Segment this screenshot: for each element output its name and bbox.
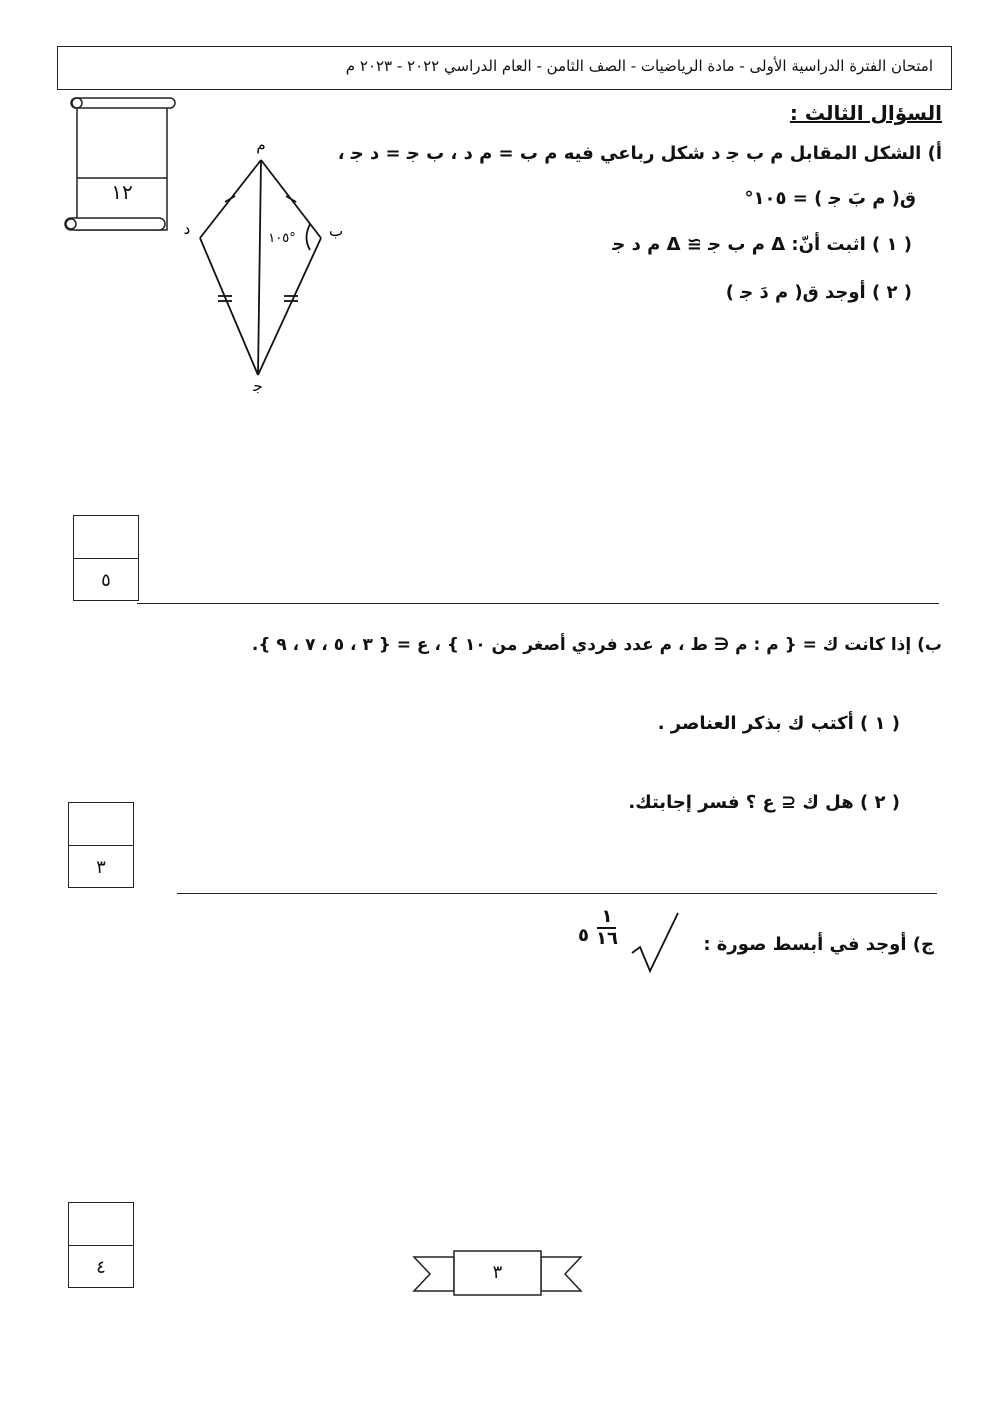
kite-figure	[170, 130, 360, 395]
score-a-value: ٥	[74, 558, 138, 601]
vertex-b-label: ب	[328, 222, 344, 240]
part-a-line3: ( ١ ) اثبت أنّ: Δ ﻡ ب ﺟ ≅ Δ ﻡ د ﺟ	[612, 234, 912, 255]
page-number: ٣	[492, 1262, 503, 1283]
vertex-a-label: ﻡ	[256, 136, 266, 154]
score-box-c	[68, 1202, 134, 1288]
fraction-numerator: ١	[597, 907, 616, 929]
scroll-score-frame	[55, 94, 185, 239]
part-c-label: ج) أوجد في أبسط صورة :	[703, 934, 934, 955]
radical-sign-icon	[630, 903, 688, 975]
part-a-line2: ﻕ( ﻡ بَ ﺟ ) = ١٠٥°	[744, 188, 916, 209]
score-c-value: ٤	[69, 1245, 133, 1288]
divider-a	[137, 603, 939, 604]
exam-header-title: امتحان الفترة الدراسية الأولى - مادة الرياضيات - الصف الثامن - العام الدراسي ٢٠٢٢ - ٢٠٢٣ م	[345, 57, 933, 75]
angle-label: ١٠٥°	[268, 231, 296, 246]
score-main: ١٢	[111, 180, 133, 204]
fraction-denominator: ١٦	[596, 927, 618, 949]
radical-expression	[578, 903, 688, 975]
exam-header	[57, 46, 952, 90]
part-b-line1: ب) إذا كانت ك = { ﻡ : ﻡ ∈ ط ، ﻡ عدد فردي أصغر من ١٠ } ، ع = { ٣ ، ٥ ، ٧ ، ٩ }.	[251, 635, 942, 655]
vertex-d-label: د	[183, 220, 191, 238]
radical-fraction	[596, 907, 618, 949]
question-title: السؤال الثالث :	[789, 101, 942, 125]
part-b-line3: ( ٢ ) هل ك ⊆ ع ؟ فسر إجابتك.	[628, 792, 900, 813]
score-box-a	[73, 515, 139, 601]
divider-b	[177, 893, 937, 894]
fraction-whole: ٥	[578, 925, 589, 946]
part-a-line4: ( ٢ ) أوجد ﻕ( ﻡ دَ ﺟ )	[725, 282, 912, 303]
score-b-value: ٣	[69, 845, 133, 888]
vertex-c-label: ﺟ	[253, 377, 263, 395]
part-a-line1: أ) الشكل المقابل ﻡ ب ﺟ د شكل رباعي فيه ﻡ ب = ﻡ د ، ب ﺟ = د ﺟ ،	[337, 143, 942, 164]
score-box-b	[68, 802, 134, 888]
part-b-line2: ( ١ ) أكتب ك بذكر العناصر .	[657, 713, 900, 734]
